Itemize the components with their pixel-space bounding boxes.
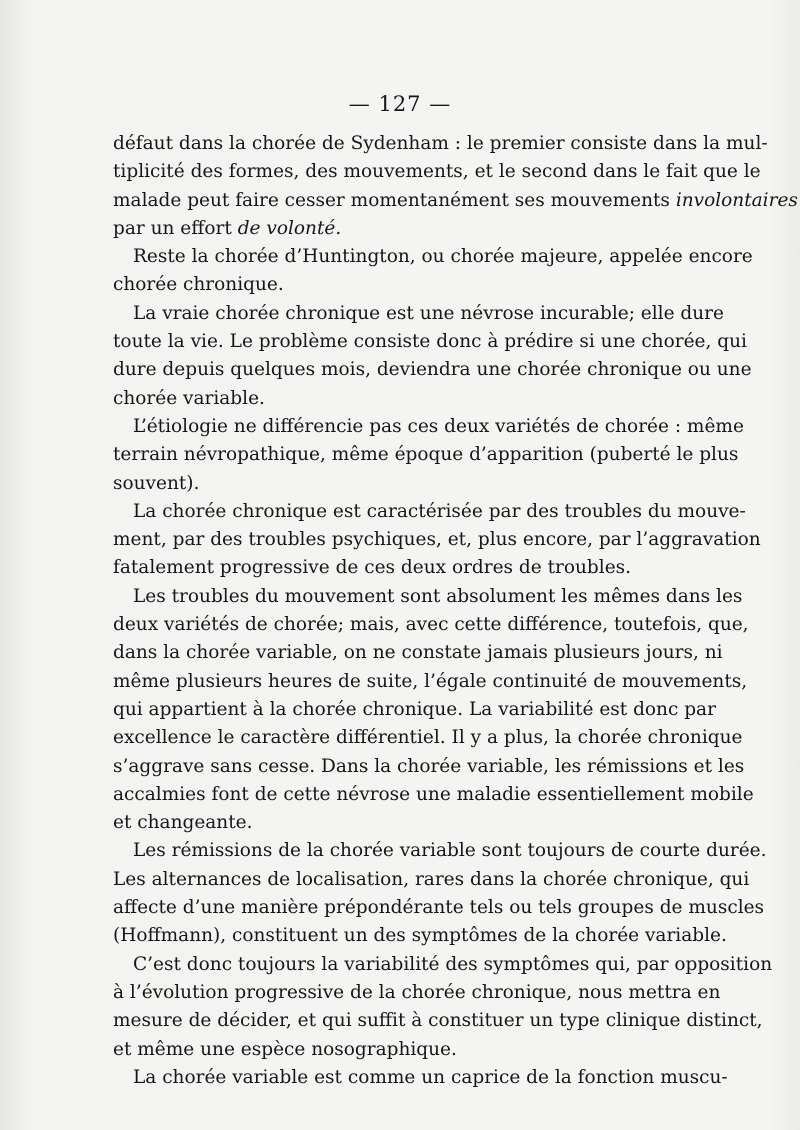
text-line-content: L’étiologie ne différencie pas ces deux variétés de chorée : même bbox=[133, 415, 744, 437]
text-line bbox=[113, 300, 724, 328]
text-line bbox=[113, 526, 761, 554]
text-line bbox=[113, 385, 705, 413]
text-line-content: même plusieurs heures de suite, l’égale continuité de mouvements, bbox=[113, 670, 748, 692]
text-line bbox=[113, 215, 705, 243]
text-line-content: La chorée chronique est caractérisée par des troubles du mouve- bbox=[133, 500, 746, 522]
text-line-content: s’aggrave sans cesse. Dans la chorée variable, les rémissions et les bbox=[113, 755, 745, 777]
text-line bbox=[113, 781, 754, 809]
text-line bbox=[113, 866, 750, 894]
text-line bbox=[113, 753, 745, 781]
text-line bbox=[113, 979, 721, 1007]
italic-emphasis: involontaires bbox=[675, 189, 798, 211]
text-line-content: dans la chorée variable, on ne constate jamais plusieurs jours, ni bbox=[113, 642, 723, 664]
text-line-content: La vraie chorée chronique est une névrose incurable; elle dure bbox=[133, 302, 724, 324]
text-line-content: mesure de décider, et qui suffit à constituer un type clinique distinct, bbox=[113, 1010, 763, 1032]
text-line bbox=[113, 130, 768, 158]
text-line-content: Les troubles du mouvement sont absolument les mêmes dans les bbox=[133, 585, 743, 607]
text-line bbox=[113, 611, 749, 639]
text-line-content: défaut dans la chorée de Sydenham : le premier consiste dans la mul- bbox=[113, 133, 768, 154]
text-line bbox=[113, 724, 743, 752]
text-line bbox=[113, 187, 798, 215]
text-line-content: terrain névropathique, même époque d’apparition (puberté le plus bbox=[113, 444, 739, 466]
text-line-content: deux variétés de chorée; mais, avec cette différence, toutefois, que, bbox=[113, 614, 749, 636]
text-line bbox=[113, 1064, 728, 1092]
text-line bbox=[113, 554, 705, 582]
text-line-content: (Hoffmann), constituent un des symptômes de la chorée variable. bbox=[113, 925, 727, 947]
text-line-content: chorée variable. bbox=[113, 387, 265, 409]
text-line bbox=[113, 639, 723, 667]
page-number: — 127 — bbox=[348, 92, 452, 116]
text-line-content: La chorée variable est comme un caprice de la fonction muscu- bbox=[133, 1066, 728, 1088]
text-line-content: qui appartient à la chorée chronique. La variabilité est donc par bbox=[113, 698, 716, 720]
page-text-body bbox=[113, 130, 798, 1092]
text-line bbox=[113, 696, 716, 724]
text-line bbox=[113, 837, 767, 865]
text-line bbox=[113, 951, 773, 979]
text-line bbox=[113, 413, 744, 441]
text-line-content: et changeante. bbox=[113, 812, 253, 834]
text-line-content: ment, par des troubles psychiques, et, plus encore, par l’aggravation bbox=[113, 529, 761, 551]
text-line-content: fatalement progressive de ces deux ordres de troubles. bbox=[113, 557, 632, 579]
text-line bbox=[113, 356, 752, 384]
text-line bbox=[113, 470, 705, 498]
text-line bbox=[113, 668, 748, 696]
text-line-content: accalmies font de cette névrose une maladie essentiellement mobile bbox=[113, 783, 754, 805]
text-line bbox=[113, 243, 753, 271]
text-line bbox=[113, 1036, 705, 1064]
text-line bbox=[113, 441, 739, 469]
text-line-content: Les alternances de localisation, rares dans la chorée chronique, qui bbox=[113, 868, 750, 890]
text-line-content: à l’évolution progressive de la chorée chronique, nous mettra en bbox=[113, 981, 721, 1003]
text-line bbox=[113, 158, 761, 186]
text-line-content: Reste la chorée d’Huntington, ou chorée majeure, appelée encore bbox=[133, 246, 753, 268]
text-line bbox=[113, 894, 765, 922]
text-line-content: C’est donc toujours la variabilité des symptômes qui, par opposition bbox=[133, 953, 773, 975]
text-line-content: dure depuis quelques mois, deviendra une chorée chronique ou une bbox=[113, 359, 752, 381]
text-line-content: et même une espèce nosographique. bbox=[113, 1038, 457, 1060]
text-line-content: chorée chronique. bbox=[113, 274, 284, 296]
text-line bbox=[113, 922, 727, 950]
text-line-content: par un effort bbox=[113, 217, 232, 239]
text-line bbox=[113, 498, 746, 526]
text-line bbox=[113, 271, 705, 299]
text-line bbox=[113, 809, 705, 837]
text-line-content: toute la vie. Le problème consiste donc à prédire si une chorée, qui bbox=[113, 331, 747, 353]
italic-emphasis: de volonté. bbox=[237, 217, 342, 239]
text-line bbox=[113, 328, 747, 356]
text-line bbox=[113, 1007, 763, 1035]
text-line-content: affecte d’une manière prépondérante tels ou tels groupes de muscles bbox=[113, 897, 765, 919]
text-line-content: souvent). bbox=[113, 472, 200, 494]
text-line-content: tiplicité des formes, des mouvements, et le second dans le fait que le bbox=[113, 161, 761, 183]
text-line bbox=[113, 583, 743, 611]
text-line-content: Les rémissions de la chorée variable sont toujours de courte durée. bbox=[133, 840, 767, 862]
text-line-content: malade peut faire cesser momentanément ses mouvements bbox=[113, 189, 670, 211]
text-line-content: excellence le caractère différentiel. Il y a plus, la chorée chronique bbox=[113, 727, 743, 749]
